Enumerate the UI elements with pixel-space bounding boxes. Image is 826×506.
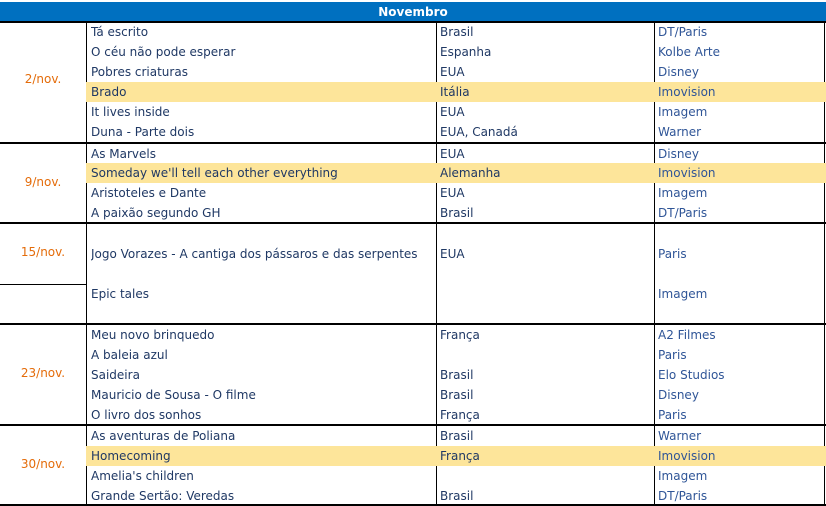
date-label: 15/nov. (20, 245, 66, 259)
film-distributor: Imagem (658, 186, 708, 200)
film-title: Epic tales (91, 287, 149, 301)
film-country: EUA (440, 247, 465, 261)
film-country: Brasil (440, 429, 474, 443)
film-title: Someday we'll tell each other everything (91, 166, 338, 180)
film-country: EUA (440, 105, 465, 119)
table-row (86, 144, 826, 164)
film-distributor: Imagem (658, 105, 708, 119)
film-country: Brasil (440, 25, 474, 39)
film-title: Amelia's children (91, 469, 194, 483)
film-distributor: Imagem (658, 469, 708, 483)
table-row (86, 426, 826, 446)
film-title: Pobres criaturas (91, 65, 188, 79)
date-label: 23/nov. (20, 366, 66, 380)
film-country: França (440, 328, 480, 342)
film-title: Brado (91, 85, 127, 99)
film-country: Brasil (440, 368, 474, 382)
table-row (86, 102, 826, 122)
film-country: Brasil (440, 206, 474, 220)
film-country: Brasil (440, 388, 474, 402)
date-label: 30/nov. (20, 457, 66, 471)
group-divider (0, 222, 826, 224)
table-row (86, 325, 826, 345)
film-title: Grande Sertão: Veredas (91, 489, 235, 503)
table-row (86, 42, 826, 62)
film-distributor: DT/Paris (658, 489, 708, 503)
table-row (86, 22, 826, 42)
film-distributor: Disney (658, 388, 699, 402)
table-row (86, 122, 826, 142)
table-row (86, 183, 826, 203)
film-distributor: Paris (658, 247, 687, 261)
film-country: EUA (440, 186, 465, 200)
film-distributor: Imovision (658, 85, 716, 99)
film-distributor: Imovision (658, 166, 716, 180)
table-row (86, 244, 826, 264)
film-title: Mauricio de Sousa - O filme (91, 388, 256, 402)
film-title: Aristoteles e Dante (91, 186, 207, 200)
table-row (86, 365, 826, 385)
table-row-highlighted (86, 82, 826, 102)
cell-divider (0, 284, 86, 285)
film-country: EUA (440, 147, 465, 161)
table-row-highlighted (86, 163, 826, 183)
date-label: 9/nov. (24, 175, 62, 189)
table-row (86, 62, 826, 82)
date-label: 2/nov. (24, 72, 62, 86)
table-row (86, 345, 826, 365)
film-distributor: DT/Paris (658, 25, 708, 39)
table-header: Novembro (0, 2, 826, 22)
film-distributor: Imagem (658, 287, 708, 301)
film-title: Meu novo brinquedo (91, 328, 215, 342)
film-country: EUA (440, 65, 465, 79)
film-country: França (440, 408, 480, 422)
film-distributor: A2 Filmes (658, 328, 716, 342)
film-distributor: Warner (658, 125, 702, 139)
film-country: EUA, Canadá (440, 125, 518, 139)
film-country: Espanha (440, 45, 492, 59)
film-country (440, 284, 650, 304)
film-title: A paixão segundo GH (91, 206, 221, 220)
film-title: O céu não pode esperar (91, 45, 236, 59)
film-country (440, 466, 650, 486)
film-title: A baleia azul (91, 348, 168, 362)
film-country: Brasil (440, 489, 474, 503)
film-distributor: Imovision (658, 449, 716, 463)
table-row (86, 466, 826, 486)
film-title: Homecoming (91, 449, 171, 463)
film-title: Jogo Vorazes - A cantiga dos pássaros e das serpentes (91, 247, 418, 261)
table-row (86, 405, 826, 425)
film-distributor: Disney (658, 65, 699, 79)
film-distributor: Disney (658, 147, 699, 161)
film-country: Alemanha (440, 166, 501, 180)
film-distributor: Warner (658, 429, 702, 443)
table-row (86, 203, 826, 223)
film-distributor: Elo Studios (658, 368, 725, 382)
film-country: Itália (440, 85, 470, 99)
film-title: Duna - Parte dois (91, 125, 195, 139)
table-row (86, 284, 826, 304)
film-title: As Marvels (91, 147, 156, 161)
film-distributor: Paris (658, 408, 687, 422)
table-row (86, 385, 826, 405)
film-country (440, 345, 650, 365)
film-title: Saideira (91, 368, 140, 382)
film-title: As aventuras de Poliana (91, 429, 236, 443)
film-title: Tá escrito (91, 25, 149, 39)
table-row (86, 486, 826, 506)
film-country: França (440, 449, 480, 463)
film-distributor: DT/Paris (658, 206, 708, 220)
film-title: It lives inside (91, 105, 170, 119)
table-row-highlighted (86, 446, 826, 466)
film-title: O livro dos sonhos (91, 408, 202, 422)
film-distributor: Kolbe Arte (658, 45, 720, 59)
film-distributor: Paris (658, 348, 687, 362)
